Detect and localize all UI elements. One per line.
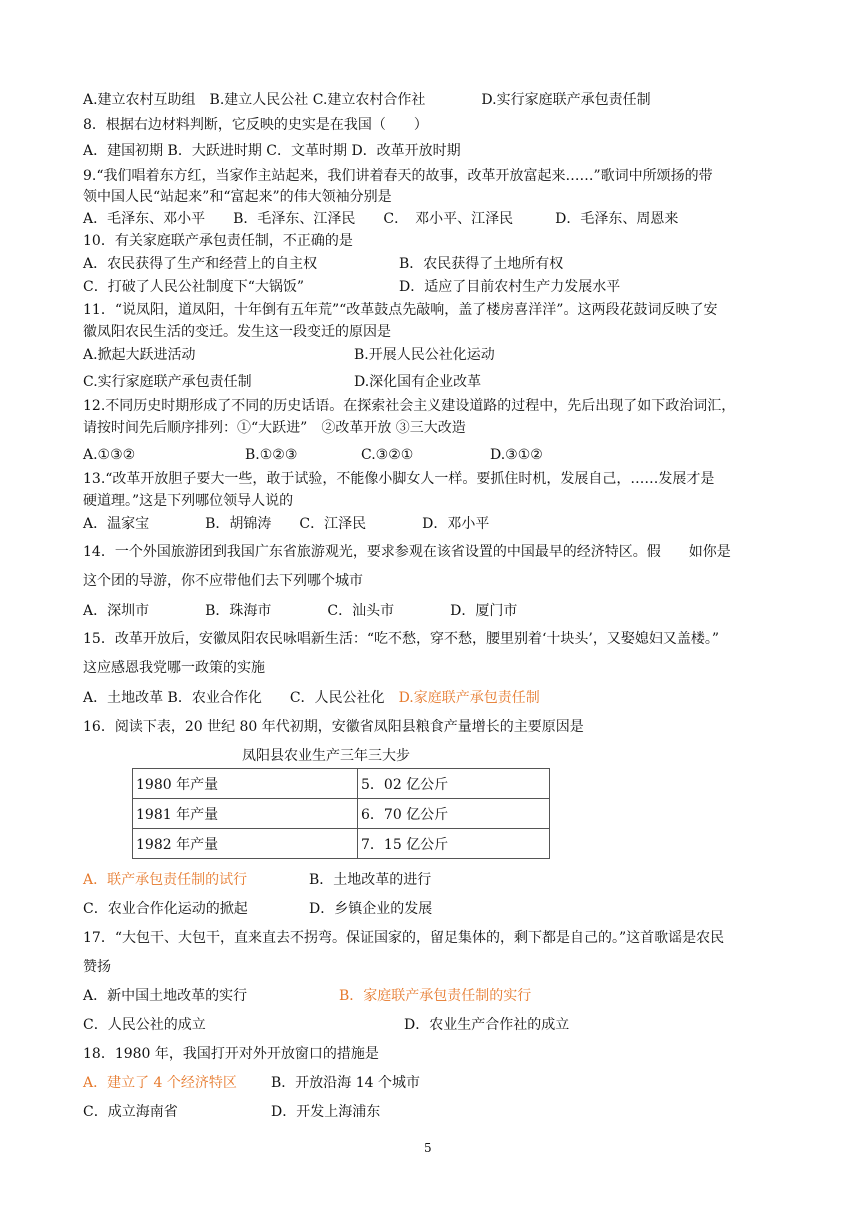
q10-option-a: A．农民获得了生产和经营上的自主权 xyxy=(83,256,318,272)
q18-stem: 18．1980 年，我国打开对外开放窗口的措施是 xyxy=(83,1046,379,1062)
q16-option-d: D．乡镇企业的发展 xyxy=(309,901,433,917)
q11-stem-line2: 徽凤阳农民生活的变迁。发生这一段变迁的原因是 xyxy=(83,324,391,340)
q17-stem-line1: 17．“大包干、大包干，直来直去不拐弯。保证国家的，留足集体的，剩下都是自己的。”这首歌谣是农民 xyxy=(83,930,725,946)
q12-option-a: A.①③② xyxy=(83,447,136,463)
q11-option-a: A.掀起大跃进活动 xyxy=(83,347,196,363)
table-cell-value: 7．15 亿公斤 xyxy=(358,829,550,859)
q17-option-c: C．人民公社的成立 xyxy=(83,1017,206,1033)
q12-stem-line2: 请按时间先后顺序排列：①“大跃进” ②改革开放 ③三大改造 xyxy=(83,420,466,436)
q8-options: A．建国初期 B．大跃进时期 C．文革时期 D．改革开放时期 xyxy=(83,143,461,159)
q14-stem-line1: 14．一个外国旅游团到我国广东省旅游观光，要求参观在该省设置的中国最早的经济特区。假 如你是 xyxy=(83,544,731,560)
table-caption: 凤阳县农业生产三年三大步 xyxy=(242,748,410,764)
q14-options: A．深圳市 B．珠海市 C．汕头市 D．厦门市 xyxy=(83,603,518,619)
q15-options-abc: A．土地改革 B．农业合作化 C．人民公社化 xyxy=(83,690,399,706)
q10-stem: 10．有关家庭联产承包责任制，不正确的是 xyxy=(83,233,353,249)
q12-option-c: C.③②① xyxy=(361,447,414,463)
q7-options: A.建立农村互助组 B.建立人民公社 C.建立农村合作社 D.实行家庭联产承包责任制 xyxy=(83,92,651,108)
q10-option-d: D．适应了目前农村生产力发展水平 xyxy=(399,279,621,295)
q8-stem: 8．根据右边材料判断，它反映的史实是在我国（ ） xyxy=(83,117,428,133)
q15-stem-line2: 这应感恩我党哪一政策的实施 xyxy=(83,660,265,676)
table-row xyxy=(133,829,550,859)
page-number: 5 xyxy=(424,1141,432,1155)
q11-option-b: B.开展人民公社化运动 xyxy=(354,347,495,363)
table-cell-year: 1980 年产量 xyxy=(133,769,358,799)
q18-option-c: C．成立海南省 xyxy=(83,1104,178,1120)
q11-stem-line1: 11．“说凤阳，道凤阳，十年倒有五年荒”“改革鼓点先敲响，盖了楼房喜洋洋”。这两段花鼓词反映了安 xyxy=(83,302,718,318)
q9-stem-line1: 9.“我们唱着东方红，当家作主站起来，我们讲着春天的故事，改革开放富起来……”歌词中所颂扬的带 xyxy=(83,168,713,184)
table-cell-value: 5．02 亿公斤 xyxy=(358,769,550,799)
yield-table xyxy=(132,768,550,859)
q16-stem: 16．阅读下表，20 世纪 80 年代初期，安徽省凤阳县粮食产量增长的主要原因是 xyxy=(83,719,584,735)
q18-answer-a: A．建立了 4 个经济特区 xyxy=(83,1075,237,1091)
q18-option-b: B．开放沿海 14 个城市 xyxy=(271,1075,421,1091)
q16-option-b: B．土地改革的进行 xyxy=(309,872,432,888)
q16-option-c: C．农业合作化运动的掀起 xyxy=(83,901,248,917)
q17-option-a: A．新中国土地改革的实行 xyxy=(83,988,248,1004)
table-cell-year: 1981 年产量 xyxy=(133,799,358,829)
q9-stem-line2: 领中国人民“站起来”和“富起来”的伟大领袖分别是 xyxy=(83,189,392,205)
q15-answer-d: D.家庭联产承包责任制 xyxy=(398,690,540,706)
q15-stem-line1: 15．改革开放后，安徽凤阳农民咏唱新生活：“吃不愁，穿不愁，腰里别着‘十块头’，又娶媳妇又盖楼。” xyxy=(83,631,720,647)
q10-option-c: C．打破了人民公社制度下“大锅饭” xyxy=(83,279,305,295)
q18-option-d: D．开发上海浦东 xyxy=(271,1104,381,1120)
q17-answer-b: B．家庭联产承包责任制的实行 xyxy=(339,988,532,1004)
q16-answer-a: A．联产承包责任制的试行 xyxy=(83,872,248,888)
q13-stem-line2: 硬道理。”这是下列哪位领导人说的 xyxy=(83,493,294,509)
table-row xyxy=(133,769,550,799)
q13-stem-line1: 13.“改革开放胆子要大一些，敢于试验，不能像小脚女人一样。要抓住时机，发展自己，……发展才是 xyxy=(83,471,715,487)
q14-stem-line2: 这个团的导游，你不应带他们去下列哪个城市 xyxy=(83,573,363,589)
q17-stem-line2: 赞扬 xyxy=(83,959,111,975)
q17-option-d: D．农业生产合作社的成立 xyxy=(404,1017,570,1033)
q10-option-b: B．农民获得了土地所有权 xyxy=(399,256,564,272)
q15-options xyxy=(83,688,540,708)
table-cell-value: 6．70 亿公斤 xyxy=(358,799,550,829)
q13-options: A．温家宝 B．胡锦涛 C．江泽民 D．邓小平 xyxy=(83,516,490,532)
q11-option-d: D.深化国有企业改革 xyxy=(354,374,482,390)
q12-stem-line1: 12.不同历史时期形成了不同的历史话语。在探索社会主义建设道路的过程中，先后出现了如下政治词汇， xyxy=(83,398,736,414)
table-cell-year: 1982 年产量 xyxy=(133,829,358,859)
table-row xyxy=(133,799,550,829)
q9-options: A．毛泽东、邓小平 B．毛泽东、江泽民 C． 邓小平、江泽民 D．毛泽东、周恩来 xyxy=(83,211,679,227)
q12-option-b: B.①②③ xyxy=(245,447,298,463)
q11-option-c: C.实行家庭联产承包责任制 xyxy=(83,374,252,390)
q12-option-d: D.③①② xyxy=(490,447,543,463)
